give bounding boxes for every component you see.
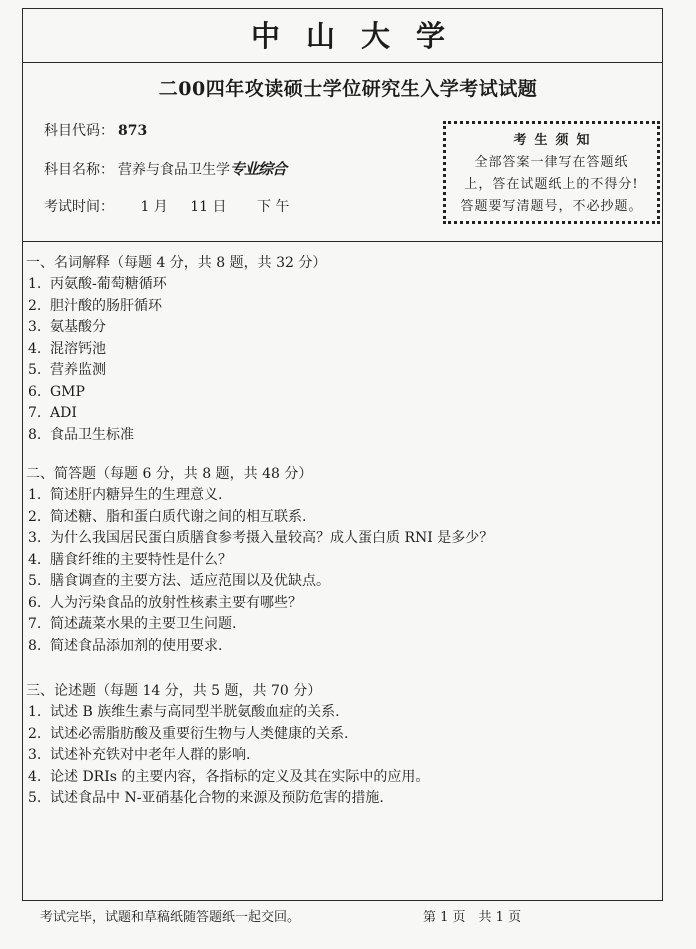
section-essay [26, 680, 429, 810]
question-item: 2. 胆汁酸的肠肝循环 [28, 297, 162, 314]
question-item: 5. 试述食品中 N-亚硝基化合物的来源及预防危害的措施. [28, 790, 384, 806]
title-divider [22, 62, 663, 63]
footer-page-info: 第 1 页 共 1 页 [423, 910, 522, 925]
section-heading: 二、简答题（每题 6 分，共 8 题，共 48 分） [26, 466, 313, 482]
question-item: 3. 氨基酸分 [28, 319, 106, 335]
question-item: 1. 丙氨酸-葡萄糖循环 [28, 276, 167, 292]
question-item: 7. ADI [28, 405, 77, 421]
question-item: 1. 简述肝内糖异生的生理意义. [28, 487, 223, 503]
section-heading: 三、论述题（每题 14 分，共 5 题，共 70 分） [26, 683, 322, 699]
question-item: 5. 膳食调查的主要方法、适应范围以及优缺点。 [28, 573, 330, 589]
question-item: 1. 试述 B 族维生素与高同型半胱氨酸血症的关系. [28, 704, 340, 720]
section-heading: 一、名词解释（每题 4 分，共 8 题，共 32 分） [26, 255, 327, 271]
exam-time-day: 11 日 [190, 199, 227, 215]
question-item: 8. 食品卫生标准 [28, 426, 134, 443]
question-item: 6. GMP [28, 383, 85, 400]
question-item: 4. 混溶钙池 [28, 340, 106, 357]
exam-title: 二00四年攻读硕士学位研究生入学考试试题 [158, 78, 538, 100]
question-item: 6. 人为污染食品的放射性核素主要有哪些？ [28, 594, 302, 611]
question-item: 7. 简述蔬菜水果的主要卫生问题. [28, 616, 237, 632]
section-short-answer [26, 463, 493, 657]
subject-code-row [44, 120, 147, 140]
exam-time-period: 下 午 [256, 199, 290, 215]
subject-name-label: 科目名称： [44, 162, 114, 178]
subject-name-value: 营养与食品卫生学 [118, 162, 230, 178]
question-item: 3. 为什么我国居民蛋白质膳食参考摄入量较高？成人蛋白质 RNI 是多少？ [28, 530, 494, 546]
candidate-notice-box [443, 121, 660, 224]
university-name: 中山大学 [250, 19, 471, 53]
notice-title: 考生须知 [513, 133, 598, 148]
footer-instruction: 考试完毕，试题和草稿纸随答题纸一起交回。 [40, 910, 301, 925]
question-item: 4. 膳食纤维的主要特性是什么？ [28, 551, 232, 568]
question-item: 5. 营养监测 [28, 362, 106, 378]
section-definitions [26, 252, 326, 446]
exam-time-row [44, 196, 289, 216]
subject-name-handwritten: 专业综合 [230, 160, 287, 178]
header-divider [22, 241, 663, 242]
exam-time-month: 1 月 [140, 199, 168, 215]
notice-line: 上，答在试题纸上的不得分! [464, 177, 639, 192]
subject-code-value: 873 [118, 123, 148, 139]
question-item: 4. 论述 DRIs 的主要内容，各指标的定义及其在实际中的应用。 [28, 768, 430, 785]
question-item: 8. 简述食品添加剂的使用要求. [28, 637, 223, 654]
subject-name-row [44, 158, 286, 179]
notice-line: 全部答案一律写在答题纸 [474, 155, 629, 170]
notice-line: 答题要写清题号，不必抄题。 [460, 199, 643, 214]
exam-time-label: 考试时间： [44, 199, 114, 215]
subject-code-label: 科目代码： [44, 123, 114, 139]
question-item: 3. 试述补充铁对中老年人群的影响. [28, 747, 251, 763]
question-item: 2. 试述必需脂肪酸及重要衍生物与人类健康的关系. [28, 725, 349, 742]
question-item: 2. 简述糖、脂和蛋白质代谢之间的相互联系. [28, 508, 307, 525]
